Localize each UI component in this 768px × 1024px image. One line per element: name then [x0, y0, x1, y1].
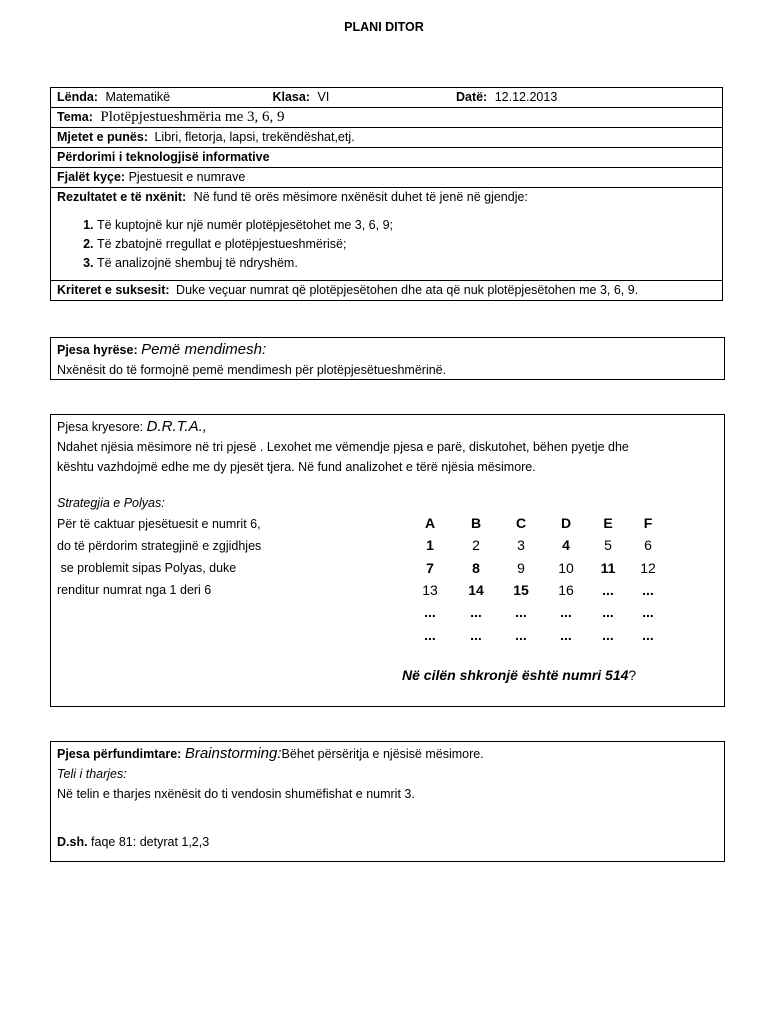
grid-letter: A [424, 515, 436, 531]
grid-number: ... [424, 627, 436, 643]
grid-letter: B [470, 515, 482, 531]
grid-number: 10 [558, 560, 574, 576]
info-table [50, 87, 723, 301]
info-row-mjetet [51, 128, 723, 148]
question-text [402, 667, 636, 683]
info-row-kriteret [51, 281, 723, 301]
grid-number: 3 [517, 537, 525, 553]
rezultatet-label: Rezultatet e të nxënit: [57, 190, 187, 204]
mjetet-value: Libri, fletorja, lapsi, trekëndëshat,etj. [154, 130, 355, 144]
grid-number: 9 [517, 560, 525, 576]
grid-number: ... [424, 604, 436, 620]
info-row-rezultatet [51, 188, 723, 281]
grid-number: 11 [600, 560, 616, 576]
fjalet-value: Pjestuesit e numrave [128, 170, 246, 184]
hyrese-label: Pjesa hyrëse: [57, 343, 138, 357]
grid-number: ... [642, 604, 654, 620]
list-item: 1. Të kuptojnë kur një numër plotëpjesëtohet me 3, 6, 9; [97, 216, 716, 235]
grid-number: 14 [468, 582, 484, 598]
page-title: PLANI DITOR [344, 20, 424, 34]
hyrese-box [50, 337, 725, 380]
kriteret-label: Kriteret e suksesit: [57, 283, 170, 297]
lenda-label: Lënda: [57, 90, 98, 104]
grid-letter: E [603, 515, 613, 531]
grid-number: ... [602, 604, 614, 620]
grid-number: 13 [422, 582, 438, 598]
perfundimtare-method-text: Bëhet përsëritja e njësisë mësimore. [281, 747, 484, 761]
mjetet-label: Mjetet e punës: [57, 130, 148, 144]
info-row-tema [51, 108, 723, 128]
perfundimtare-label: Pjesa përfundimtare: [57, 747, 182, 761]
kryesore-method: D.R.T.A., [146, 418, 207, 435]
strategy-line: Për të caktuar pjesëtuesit e numrit 6, [57, 517, 261, 531]
rezultatet-value: Në fund të orës mësimore nxënësit duhet të jenë në gjendje: [193, 190, 528, 204]
rezultatet-list [57, 216, 716, 273]
grid-number: 7 [426, 560, 434, 576]
grid-number: ... [560, 604, 572, 620]
hyrese-text: Nxënësit do të formojnë pemë mendimesh për plotëpjesëtueshmërinë. [57, 363, 447, 377]
kryesore-text-2: kështu vazhdojmë edhe me dy pjesët tjera. Në fund analizohet e tërë njësia mësimore. [57, 460, 536, 474]
date-value: 12.12.2013 [494, 90, 558, 104]
grid-number: ... [470, 627, 482, 643]
strategy-line: se problemit sipas Polyas, duke [57, 561, 237, 575]
grid-number: 12 [640, 560, 656, 576]
grid-number: ... [515, 627, 527, 643]
grid-number: 1 [426, 537, 434, 553]
grid-number: 4 [562, 537, 570, 553]
perfundimtare-box [50, 741, 725, 862]
lenda-value: Matematikë [105, 90, 171, 104]
strategy-title: Strategjia e Polyas: [57, 496, 165, 510]
klasa-label: Klasa: [272, 90, 311, 104]
list-item: 2. Të zbatojnë rregullat e plotëpjestueshmërisë; [97, 235, 716, 254]
kriteret-value: Duke veçuar numrat që plotëpjesëtohen dhe ata që nuk plotëpjesëtohen me 3, 6, 9. [176, 283, 639, 297]
hyrese-method: Pemë mendimesh: [141, 341, 267, 358]
info-row-header [51, 88, 723, 108]
dsh-text: faqe 81: detyrat 1,2,3 [91, 835, 210, 849]
tema-label: Tema: [57, 110, 93, 124]
grid-number: 5 [604, 537, 612, 553]
info-row-fjalet [51, 168, 723, 188]
klasa-value: VI [317, 90, 330, 104]
grid-number: 6 [644, 537, 652, 553]
question-mark: ? [628, 667, 637, 683]
date-label: Datë: [455, 90, 488, 104]
grid-letter: F [643, 515, 653, 531]
grid-number: ... [602, 627, 614, 643]
kryesore-label: Pjesa kryesore: [57, 420, 144, 434]
dsh-label: D.sh. [57, 835, 88, 849]
grid-number: ... [642, 582, 654, 598]
grid-letter: C [515, 515, 527, 531]
tema-value: Plotëpjestueshmëria me 3, 6, 9 [100, 109, 285, 125]
grid-number: ... [602, 582, 614, 598]
list-item: 3. Të analizojnë shembuj të ndryshëm. [97, 254, 716, 273]
grid-number: 15 [513, 582, 529, 598]
info-row-perdorimi [51, 148, 723, 168]
grid-number: 2 [472, 537, 480, 553]
question-main: Në cilën shkronjë është numri 514 [402, 667, 629, 683]
grid-number: ... [515, 604, 527, 620]
grid-letter: D [560, 515, 572, 531]
teli-label: Teli i tharjes: [57, 767, 127, 781]
strategy-line: do të përdorim strategjinë e zgjidhjes [57, 539, 262, 553]
grid-number: ... [560, 627, 572, 643]
grid-number: 8 [472, 560, 480, 576]
perfundimtare-method: Brainstorming: [184, 745, 282, 762]
teli-text: Në telin e tharjes nxënësit do ti vendosin shumëfishat e numrit 3. [57, 787, 415, 801]
grid-number: 16 [558, 582, 574, 598]
grid-number: ... [642, 627, 654, 643]
fjalet-label: Fjalët kyçe: [57, 170, 126, 184]
strategy-line: renditur numrat nga 1 deri 6 [57, 583, 212, 597]
kryesore-text-1: Ndahet njësia mësimore në tri pjesë . Lexohet me vëmendje pjesa e parë, diskutohet, bëhen pyetje dhe [57, 440, 629, 454]
grid-number: ... [470, 604, 482, 620]
perdorimi-label: Përdorimi i teknologjisë informative [57, 150, 270, 164]
